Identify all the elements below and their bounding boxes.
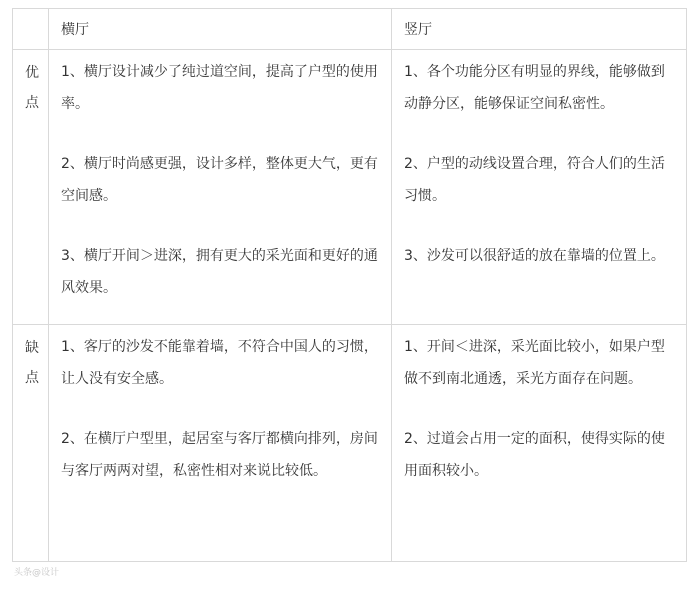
list-item: 1、各个功能分区有明显的界线，能够做到动静分区，能够保证空间私密性。 — [404, 64, 665, 112]
comparison-table — [12, 8, 687, 562]
pros-horizontal-cell — [49, 50, 392, 325]
row-label-pros: 优点 — [13, 50, 49, 325]
list-item: 2、过道会占用一定的面积，使得实际的使用面积较小。 — [404, 431, 665, 479]
watermark: 头条@设计 — [14, 568, 60, 578]
table-row-cons — [13, 325, 687, 562]
list-item: 1、客厅的沙发不能靠着墙，不符合中国人的习惯，让人没有安全感。 — [61, 339, 378, 387]
list-item: 2、横厅时尚感更强，设计多样，整体更大气，更有空间感。 — [61, 156, 378, 204]
header-cell-vertical-hall: 竖厅 — [392, 9, 687, 50]
list-item: 2、户型的动线设置合理，符合人们的生活习惯。 — [404, 156, 665, 204]
list-item: 1、开间＜进深，采光面比较小，如果户型做不到南北通透，采光方面存在问题。 — [404, 339, 665, 387]
header-cell-horizontal-hall: 横厅 — [49, 9, 392, 50]
header-row — [13, 9, 687, 50]
cons-horizontal-cell — [49, 325, 392, 562]
list-item: 3、沙发可以很舒适的放在靠墙的位置上。 — [404, 248, 665, 264]
header-cell-empty — [13, 9, 49, 50]
list-item: 2、在横厅户型里，起居室与客厅都横向排列，房间与客厅两两对望，私密性相对来说比较低。 — [61, 431, 378, 479]
row-label-cons: 缺点 — [13, 325, 49, 562]
list-item: 1、横厅设计减少了纯过道空间，提高了户型的使用率。 — [61, 64, 378, 112]
pros-vertical-cell — [392, 50, 687, 325]
list-item: 3、横厅开间＞进深，拥有更大的采光面和更好的通风效果。 — [61, 248, 378, 296]
table-row-pros — [13, 50, 687, 325]
cons-vertical-cell — [392, 325, 687, 562]
